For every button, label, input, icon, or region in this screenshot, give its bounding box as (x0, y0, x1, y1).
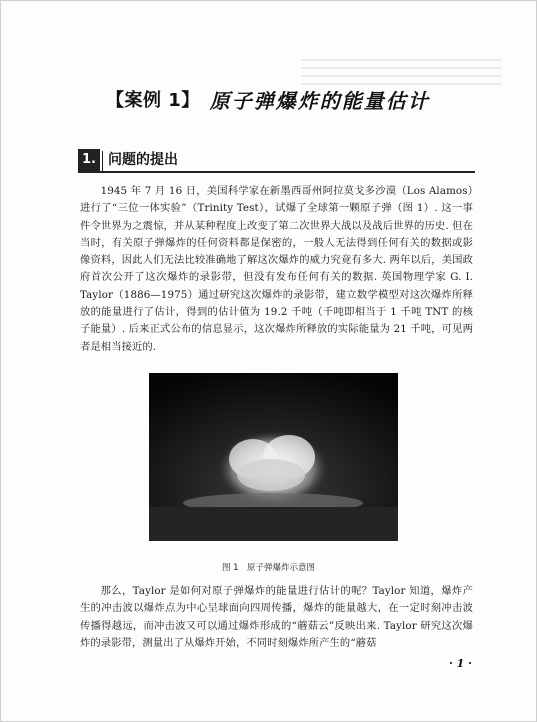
case-label: 【案例 1】 (106, 90, 200, 111)
page-number: · 1 · (449, 657, 472, 670)
section-number: 1. (78, 149, 100, 171)
case-title: 原子弹爆炸的能量估计 (209, 88, 430, 113)
case-heading (106, 81, 466, 117)
section-divider (102, 151, 103, 171)
section-title: 问题的提出 (108, 152, 178, 168)
body-paragraph-2: 那么，Taylor 是如何对原子弹爆炸的能量进行估计的呢？Taylor 知道，爆炸产生的冲击波以爆炸点为中心呈球面向四周传播，爆炸的能量越大，在一定时刻冲击波传播得越远，而冲击波又可以通过爆炸形成的“蘑菇云”反映出来. Taylor 研究这次爆炸的录影带，测量出了从爆炸开始，不同时刻爆炸所产生的“蘑菇 (80, 585, 473, 649)
body-paragraph-1: 1945 年 7 月 16 日，美国科学家在新墨西哥州阿拉莫戈多沙漠（Los Alamos）进行了“三位一体实验”（Trinity Test），试爆了全球第一颗原子弹（图 1）. 这一事件令世界为之震惊，并从某种程度上改变了第二次世界大战以及战后世界的历史. 但在当时，有关原子弹爆炸的任何资料都是保密的，一般人无法得到任何有关的数据或影像资料，因此人们无法比较准确地了解这次爆炸的威力究竟有多大. 两年以后，美国政府首次公开了这次爆炸的录影带，但没有发布任何有关的数据. 英国物理学家 G. I. Taylor（1886—1975）通过研究这次爆炸的录影带，建立数学模型对这次爆炸所释放的能量进行了估计，得到的估计值为 19.2 千吨（千吨即相当于 1 千吨 TNT 的核子能量）. 后来正式公布的信息显示，这次爆炸所释放的实际能量为 21 千吨，可见两者是相当接近的. (80, 185, 473, 353)
section-heading (78, 149, 475, 173)
figure-caption: 图 1 原子弹爆炸示意图 (221, 563, 316, 573)
section-underline (78, 171, 475, 173)
mushroom-cloud-image (149, 373, 398, 541)
explosion-photo (149, 373, 398, 541)
